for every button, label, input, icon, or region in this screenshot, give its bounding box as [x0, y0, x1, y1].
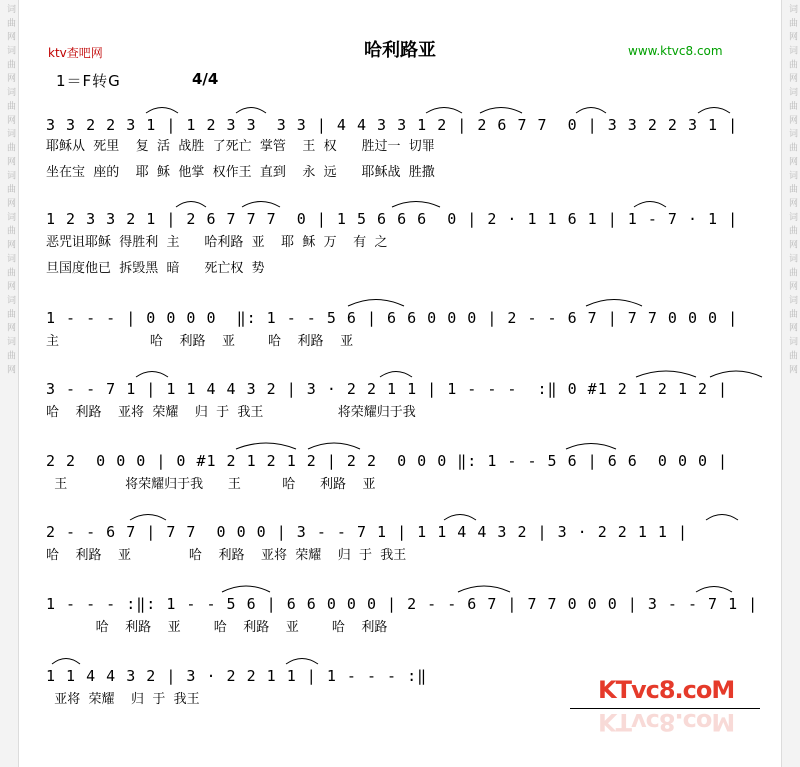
slur-marks [46, 102, 754, 114]
lyric-line-2: 旦国度他已 拆毁黑 暗 死亡权 势 [46, 261, 265, 276]
side-watermark-text: 词 曲 网 词 曲 网 词 曲 网 词 曲 网 词 曲 网 词 曲 网 词 曲 网 词 曲 网 词 曲 网 [5, 4, 15, 375]
lyric-line-1: 哈 利路 亚 哈 利路 亚 哈 利路 [46, 620, 388, 635]
lyric-line-1: 耶稣从 死里 复 活 战胜 了死亡 掌管 王 权 胜过一 切罪 [46, 139, 435, 154]
slur-marks [46, 438, 754, 450]
notation-line: 2 - - 6 7 | 7 7 0 0 0 | 3 - - 7 1 | 1 1 4 4 3 2 | 3 · 2 2 1 1 | [46, 523, 688, 541]
slur-marks [46, 653, 754, 665]
slur-marks [46, 366, 754, 378]
lyric-line-1: 主 哈 利路 亚 哈 利路 亚 [46, 334, 354, 349]
slur-marks [46, 509, 754, 521]
notation-line: 2 2 0 0 0 | 0 #1 2 1 2 1 2 | 2 2 0 0 0 ‖: 1 - - 5 6 | 6 6 0 0 0 | [46, 452, 729, 470]
notation-line: 1 - - - | 0 0 0 0 ‖: 1 - - 5 6 | 6 6 0 0 0 | 2 - - 6 7 | 7 7 0 0 0 | [46, 309, 739, 327]
site-url-right: www.ktvc8.com [628, 44, 723, 58]
notation-line: 3 3 2 2 3 1 | 1 2 3 3 3 3 | 4 4 3 3 1 2 | 2 6 7 7 0 | 3 3 2 2 3 1 | [46, 116, 739, 134]
notation-line: 1 1 4 4 3 2 | 3 · 2 2 1 1 | 1 - - - :‖ [46, 667, 428, 685]
time-signature: 4/4 [192, 70, 219, 88]
key-signature: 1＝F转G [56, 72, 121, 90]
lyric-line-1: 恶咒诅耶稣 得胜利 主 哈利路 亚 耶 稣 万 有 之 [46, 235, 388, 250]
slur-marks [46, 196, 754, 208]
left-watermark-strip [0, 0, 19, 767]
lyric-line-1: 哈 利路 亚将 荣耀 归 于 我王 将荣耀归于我 [46, 405, 416, 420]
site-name-left: ktv查吧网 [48, 46, 103, 60]
notation-line: 3 - - 7 1 | 1 1 4 4 3 2 | 3 · 2 2 1 1 | 1 - - - :‖ 0 #1 2 1 2 1 2 | [46, 380, 729, 398]
lyric-line-1: 亚将 荣耀 归 于 我王 [46, 692, 200, 707]
side-watermark-text: 词 曲 网 词 曲 网 词 曲 网 词 曲 网 词 曲 网 词 曲 网 词 曲 网 词 曲 网 词 曲 网 [787, 4, 797, 375]
slur-marks [46, 295, 754, 307]
lyric-line-1: 哈 利路 亚 哈 利路 亚将 荣耀 归 于 我王 [46, 548, 407, 563]
lyric-line-1: 王 将荣耀归于我 王 哈 利路 亚 [46, 477, 376, 492]
slur-marks [46, 581, 754, 593]
notation-line: 1 2 3 3 2 1 | 2 6 7 7 7 0 | 1 5 6 6 6 0 | 2 · 1 1 6 1 | 1 - 7 · 1 | [46, 210, 739, 228]
song-title: 哈利路亚 [364, 40, 436, 61]
lyric-line-2: 坐在宝 座的 耶 稣 他掌 权作王 直到 永 远 耶稣战 胜撒 [46, 165, 435, 180]
site-logo: KTvc8.coM [598, 676, 735, 704]
right-watermark-strip [781, 0, 800, 767]
site-logo-reflection: KTvc8.coM [598, 708, 735, 736]
notation-line: 1 - - - :‖: 1 - - 5 6 | 6 6 0 0 0 | 2 - - 6 7 | 7 7 0 0 0 | 3 - - 7 1 | [46, 595, 759, 613]
